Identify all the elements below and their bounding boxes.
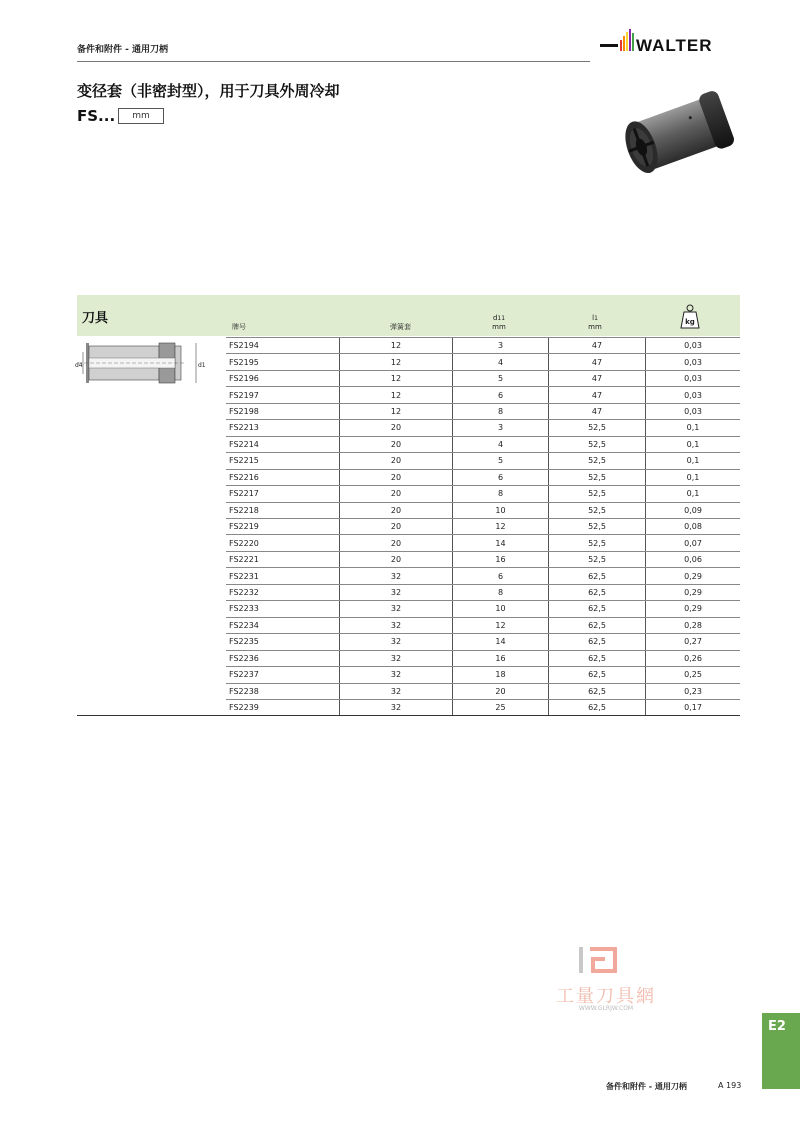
cell-d1: 20 (453, 683, 549, 699)
cell-d1: 18 (453, 667, 549, 683)
series-code: FS... (77, 107, 116, 125)
table-row (226, 601, 740, 617)
cell-l1: 52,5 (549, 436, 646, 452)
cell-weight: 0,26 (646, 650, 741, 666)
table-row (226, 551, 740, 567)
col-head-d1: d11 mm (492, 314, 506, 331)
table-row (226, 667, 740, 683)
cell-weight: 0,1 (646, 469, 741, 485)
cell-code: FS2235 (226, 634, 340, 650)
cell-weight: 0,1 (646, 453, 741, 469)
cell-collet: 20 (340, 502, 453, 518)
cell-collet: 32 (340, 568, 453, 584)
table-row (226, 502, 740, 518)
cell-d1: 16 (453, 650, 549, 666)
cell-code: FS2218 (226, 502, 340, 518)
cell-collet: 20 (340, 453, 453, 469)
section-label: 刀具 (82, 311, 109, 326)
cell-d1: 3 (453, 420, 549, 436)
cell-weight: 0,06 (646, 551, 741, 567)
cell-weight: 0,29 (646, 568, 741, 584)
cell-d1: 8 (453, 486, 549, 502)
cell-d1: 16 (453, 551, 549, 567)
unit-box: mm (118, 108, 164, 124)
cell-d1: 10 (453, 601, 549, 617)
cell-l1: 47 (549, 370, 646, 386)
cell-d1: 3 (453, 338, 549, 354)
cell-weight: 0,03 (646, 338, 741, 354)
drawing-label-d4: d4 (75, 362, 83, 369)
table-row (226, 683, 740, 699)
table-row (226, 617, 740, 633)
cell-l1: 47 (549, 403, 646, 419)
cell-collet: 20 (340, 551, 453, 567)
section-tab-label: E2 (768, 1019, 786, 1034)
technical-drawing (74, 338, 210, 388)
watermark-text: 工量刀具網 (556, 986, 656, 1007)
cell-l1: 62,5 (549, 568, 646, 584)
table-row (226, 370, 740, 386)
header-rule (77, 61, 590, 62)
cell-d1: 8 (453, 403, 549, 419)
cell-weight: 0,08 (646, 518, 741, 534)
table-row (226, 420, 740, 436)
cell-weight: 0,03 (646, 403, 741, 419)
cell-code: FS2213 (226, 420, 340, 436)
cell-l1: 52,5 (549, 486, 646, 502)
cell-collet: 12 (340, 387, 453, 403)
cell-code: FS2219 (226, 518, 340, 534)
cell-code: FS2198 (226, 403, 340, 419)
table-row (226, 584, 740, 600)
footer-text: 备件和附件 - 通用刀柄 (606, 1082, 687, 1091)
cell-d1: 14 (453, 535, 549, 551)
cell-weight: 0,03 (646, 370, 741, 386)
cell-code: FS2215 (226, 453, 340, 469)
cell-weight: 0,23 (646, 683, 741, 699)
cell-code: FS2196 (226, 370, 340, 386)
col-head-designation: 牌号 (232, 323, 246, 331)
cell-l1: 52,5 (549, 420, 646, 436)
cell-collet: 20 (340, 420, 453, 436)
cell-collet: 20 (340, 486, 453, 502)
cell-collet: 32 (340, 667, 453, 683)
cell-weight: 0,07 (646, 535, 741, 551)
cell-code: FS2197 (226, 387, 340, 403)
cell-collet: 12 (340, 403, 453, 419)
cell-weight: 0,29 (646, 584, 741, 600)
cell-collet: 32 (340, 634, 453, 650)
cell-collet: 32 (340, 601, 453, 617)
cell-d1: 6 (453, 469, 549, 485)
cell-weight: 0,1 (646, 486, 741, 502)
cell-l1: 47 (549, 354, 646, 370)
cell-d1: 10 (453, 502, 549, 518)
table-row (226, 568, 740, 584)
cell-d1: 8 (453, 584, 549, 600)
table-row (226, 338, 740, 354)
page-title: 变径套（非密封型），用于刀具外周冷却 (77, 82, 340, 100)
cell-collet: 32 (340, 650, 453, 666)
cell-weight: 0,1 (646, 436, 741, 452)
cell-code: FS2214 (226, 436, 340, 452)
brand-text: WALTER (636, 36, 713, 55)
table-row (226, 699, 740, 715)
cell-weight: 0,1 (646, 420, 741, 436)
cell-d1: 6 (453, 568, 549, 584)
cell-code: FS2221 (226, 551, 340, 567)
cell-code: FS2237 (226, 667, 340, 683)
table-row (226, 486, 740, 502)
cell-code: FS2217 (226, 486, 340, 502)
cell-l1: 62,5 (549, 601, 646, 617)
table-bottom-rule (77, 715, 740, 716)
cell-d1: 14 (453, 634, 549, 650)
cell-weight: 0,17 (646, 699, 741, 715)
cell-weight: 0,28 (646, 617, 741, 633)
cell-code: FS2220 (226, 535, 340, 551)
drawing-label-d1: d1 (198, 362, 206, 369)
cell-code: FS2239 (226, 699, 340, 715)
table-row (226, 469, 740, 485)
cell-code: FS2216 (226, 469, 340, 485)
cell-l1: 52,5 (549, 453, 646, 469)
table-row (226, 650, 740, 666)
cell-collet: 32 (340, 617, 453, 633)
section-tab[interactable] (762, 1013, 800, 1089)
cell-l1: 62,5 (549, 617, 646, 633)
cell-weight: 0,03 (646, 354, 741, 370)
cell-collet: 32 (340, 584, 453, 600)
table-row (226, 634, 740, 650)
product-photo (618, 86, 744, 186)
cell-collet: 20 (340, 518, 453, 534)
cell-d1: 5 (453, 370, 549, 386)
product-table (226, 337, 740, 716)
col-head-l1: l1 mm (588, 314, 602, 331)
cell-collet: 20 (340, 436, 453, 452)
cell-weight: 0,25 (646, 667, 741, 683)
cell-code: FS2234 (226, 617, 340, 633)
cell-l1: 52,5 (549, 469, 646, 485)
cell-l1: 62,5 (549, 683, 646, 699)
walter-logo (598, 28, 740, 58)
cell-code: FS2238 (226, 683, 340, 699)
table-row (226, 354, 740, 370)
cell-code: FS2232 (226, 584, 340, 600)
breadcrumb: 备件和附件 - 通用刀柄 (77, 45, 169, 55)
cell-code: FS2233 (226, 601, 340, 617)
cell-weight: 0,27 (646, 634, 741, 650)
cell-weight: 0,09 (646, 502, 741, 518)
cell-d1: 12 (453, 617, 549, 633)
watermark-url: WWW.GLRJW.COM (578, 1005, 634, 1012)
cell-collet: 12 (340, 370, 453, 386)
table-row (226, 535, 740, 551)
cell-l1: 52,5 (549, 502, 646, 518)
cell-collet: 20 (340, 469, 453, 485)
col-head-collet: 弹簧套 (390, 323, 411, 331)
table-row (226, 518, 740, 534)
cell-collet: 12 (340, 338, 453, 354)
weight-icon (680, 303, 700, 330)
cell-l1: 47 (549, 387, 646, 403)
cell-l1: 62,5 (549, 650, 646, 666)
page-number: A 193 (718, 1081, 742, 1090)
cell-d1: 25 (453, 699, 549, 715)
cell-code: FS2231 (226, 568, 340, 584)
table-row (226, 436, 740, 452)
cell-l1: 62,5 (549, 634, 646, 650)
cell-l1: 52,5 (549, 535, 646, 551)
cell-l1: 52,5 (549, 518, 646, 534)
cell-collet: 32 (340, 683, 453, 699)
cell-weight: 0,03 (646, 387, 741, 403)
cell-collet: 20 (340, 535, 453, 551)
cell-collet: 32 (340, 699, 453, 715)
cell-code: FS2195 (226, 354, 340, 370)
table-row (226, 453, 740, 469)
cell-d1: 4 (453, 354, 549, 370)
cell-d1: 6 (453, 387, 549, 403)
weight-unit: kg (685, 318, 695, 326)
table-row (226, 403, 740, 419)
cell-collet: 12 (340, 354, 453, 370)
cell-l1: 52,5 (549, 551, 646, 567)
cell-l1: 47 (549, 338, 646, 354)
cell-l1: 62,5 (549, 667, 646, 683)
cell-d1: 4 (453, 436, 549, 452)
cell-d1: 5 (453, 453, 549, 469)
cell-code: FS2194 (226, 338, 340, 354)
table-row (226, 387, 740, 403)
cell-d1: 12 (453, 518, 549, 534)
cell-weight: 0,29 (646, 601, 741, 617)
cell-code: FS2236 (226, 650, 340, 666)
cell-l1: 62,5 (549, 584, 646, 600)
cell-l1: 62,5 (549, 699, 646, 715)
